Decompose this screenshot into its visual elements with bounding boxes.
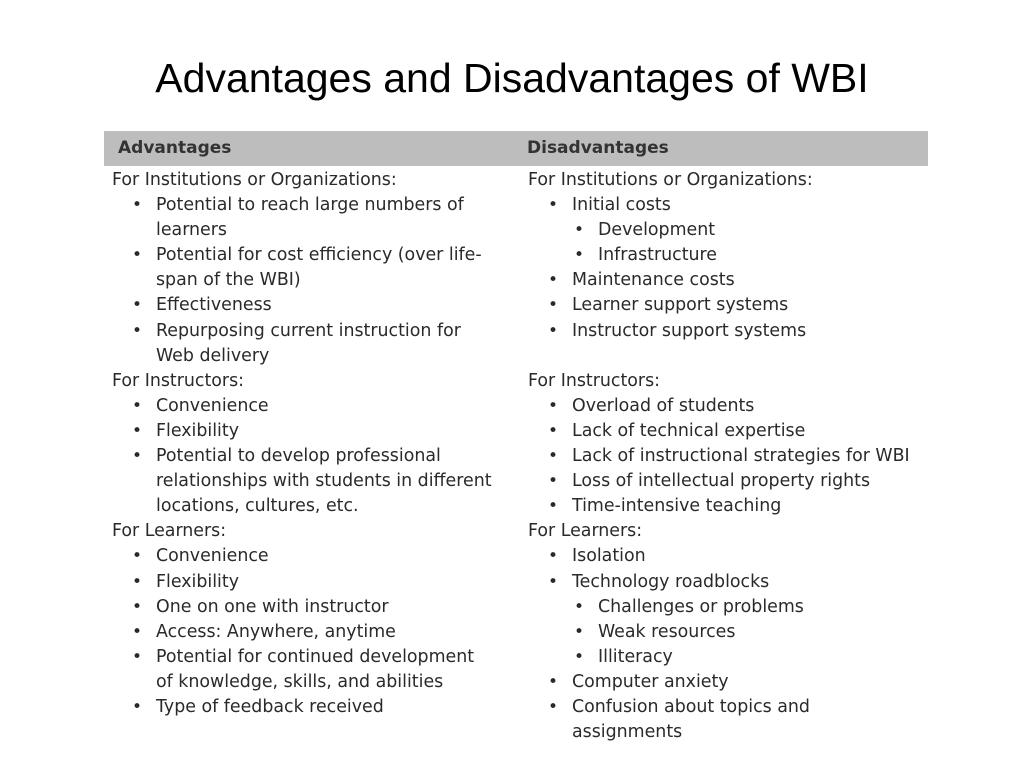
bullet-item: • Access: Anywhere, anytime xyxy=(112,620,512,645)
bullet-item: • Repurposing current instruction for xyxy=(112,319,512,344)
category-heading: For Institutions or Organizations: xyxy=(528,170,813,190)
bullet-item: • Time-intensive teaching xyxy=(528,494,928,519)
bullet-item-continued: of knowledge, skills, and abilities xyxy=(156,671,444,692)
bullet-item: • Instructor support systems xyxy=(528,319,928,344)
bullet-item: • Loss of intellectual property rights xyxy=(528,469,928,494)
bullet-item: • Isolation xyxy=(528,544,928,569)
bullet-item-continued: learners xyxy=(156,220,227,241)
bullet-item-continued: locations, cultures, etc. xyxy=(156,496,359,517)
bullet-item-continued: Web delivery xyxy=(156,345,270,366)
bullet-item: • Lack of technical expertise xyxy=(528,419,928,444)
bullet-item: • Lack of instructional strategies for WBI xyxy=(528,444,928,469)
spacer xyxy=(528,344,928,369)
bullet-item: • Type of feedback received xyxy=(112,695,512,720)
bullet-item: • Effectiveness xyxy=(112,293,512,318)
advantages-column xyxy=(112,168,512,720)
bullet-item: • Flexibility xyxy=(112,570,512,595)
bullet-item: • Potential for cost efficiency (over life- xyxy=(112,243,512,268)
disadvantages-column xyxy=(528,168,928,745)
bullet-item: • Convenience xyxy=(112,394,512,419)
bullet-item: • Maintenance costs xyxy=(528,268,928,293)
category-heading: For Learners: xyxy=(528,521,643,542)
sub-bullet-item: • Development xyxy=(528,218,928,243)
category-heading: For Instructors: xyxy=(528,370,660,391)
bullet-item-continued: relationships with students in different xyxy=(156,471,492,492)
category-heading: For Instructors: xyxy=(112,370,244,391)
bullet-item: • Initial costs xyxy=(528,193,928,218)
bullet-item: • Potential to reach large numbers of xyxy=(112,193,512,218)
category-heading: For Institutions or Organizations: xyxy=(112,170,397,190)
category-heading: For Learners: xyxy=(112,521,227,542)
sub-bullet-item: • Challenges or problems xyxy=(528,595,928,620)
bullet-item: • Potential to develop professional xyxy=(112,444,512,469)
bullet-item-continued: assignments xyxy=(572,722,683,743)
bullet-item: • Learner support systems xyxy=(528,293,928,318)
header-advantages: Advantages xyxy=(118,138,232,158)
bullet-item: • Technology roadblocks xyxy=(528,570,928,595)
sub-bullet-item: • Weak resources xyxy=(528,620,928,645)
bullet-item: • Potential for continued development xyxy=(112,645,512,670)
bullet-item-continued: span of the WBI) xyxy=(156,270,301,291)
bullet-item: • One on one with instructor xyxy=(112,595,512,620)
bullet-item: • Overload of students xyxy=(528,394,928,419)
slide-title: Advantages and Disadvantages of WBI xyxy=(155,55,869,101)
sub-bullet-item: • Illiteracy xyxy=(528,645,928,670)
bullet-item: • Flexibility xyxy=(112,419,512,444)
bullet-item: • Confusion about topics and xyxy=(528,695,928,720)
header-disadvantages: Disadvantages xyxy=(527,138,669,158)
sub-bullet-item: • Infrastructure xyxy=(528,243,928,268)
bullet-item: • Computer anxiety xyxy=(528,670,928,695)
bullet-item: • Convenience xyxy=(112,544,512,569)
comparison-table xyxy=(104,131,928,743)
table-header xyxy=(104,131,928,166)
